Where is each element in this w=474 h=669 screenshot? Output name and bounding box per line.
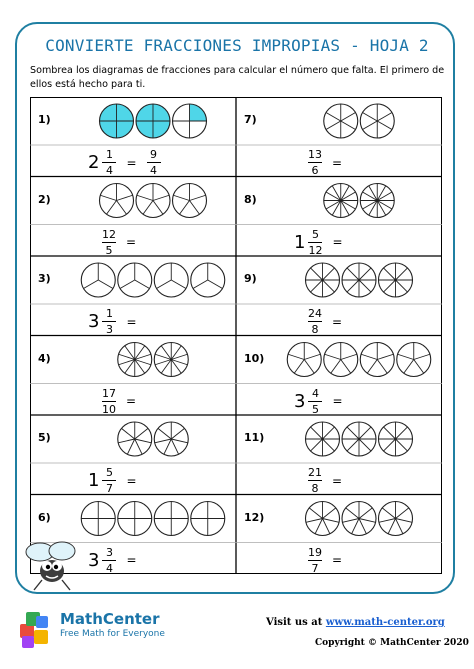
answer-fraction xyxy=(147,148,161,177)
fraction-expression xyxy=(308,546,342,575)
fraction-denominator: 4 xyxy=(105,561,113,575)
equals-sign: = xyxy=(332,394,343,408)
fraction xyxy=(102,546,116,575)
fraction-expression xyxy=(88,307,137,336)
fraction xyxy=(102,466,116,495)
fraction xyxy=(308,228,322,257)
fraction xyxy=(102,307,116,336)
fraction-denominator: 10 xyxy=(102,402,116,416)
visit-line xyxy=(266,617,445,628)
problem-number: 6) xyxy=(38,510,51,524)
fraction xyxy=(308,387,322,416)
fraction-bar xyxy=(102,560,116,561)
equals-sign: = xyxy=(332,155,343,170)
whole-number: 3 xyxy=(88,549,100,571)
fraction-numerator: 12 xyxy=(102,227,116,241)
equals-sign: = xyxy=(126,394,137,408)
fraction-numerator: 19 xyxy=(308,545,322,559)
fraction-expression xyxy=(88,546,137,575)
equals-sign: = xyxy=(126,235,137,249)
fraction-denominator: 7 xyxy=(105,482,113,495)
fraction-expression xyxy=(102,228,136,257)
fraction-numerator: 24 xyxy=(308,307,322,320)
whole-number: 1 xyxy=(88,470,100,491)
fraction-denominator: 4 xyxy=(150,164,158,177)
fraction xyxy=(308,466,322,495)
problem-number: 2) xyxy=(38,192,51,206)
visit-text: Visit us at xyxy=(266,617,323,628)
equals-sign: = xyxy=(332,473,343,488)
fraction-bar xyxy=(308,560,322,561)
problem-number: 12) xyxy=(244,510,265,524)
instructions-text: Sombrea los diagramas de fracciones para calcular el número que falta. El primero de ellos está hecho para ti. xyxy=(30,65,445,90)
fraction-numerator: 5 xyxy=(105,466,113,479)
problem-number: 5) xyxy=(38,431,51,444)
logo-tagline: Free Math for Everyone xyxy=(60,629,165,639)
fraction xyxy=(102,148,116,177)
fraction-bar xyxy=(308,321,322,322)
equals-sign: = xyxy=(332,235,343,249)
fraction-expression xyxy=(88,466,137,495)
logo-name: MathCenter xyxy=(60,610,160,628)
equals-sign: = xyxy=(332,553,343,567)
fraction-expression xyxy=(88,148,161,177)
fraction-denominator: 5 xyxy=(311,402,319,416)
fraction-expression xyxy=(294,228,343,257)
fraction-expression xyxy=(308,466,342,495)
copyright-text: Copyright © MathCenter 2020 xyxy=(315,638,469,648)
fraction xyxy=(308,148,322,177)
problem-number: 7) xyxy=(244,113,257,126)
fraction-bar xyxy=(308,242,322,243)
problem-number: 1) xyxy=(38,113,51,126)
fraction-denominator: 7 xyxy=(311,561,319,575)
fraction-numerator: 21 xyxy=(308,466,322,479)
fraction-numerator: 9 xyxy=(150,148,158,161)
fraction-expression xyxy=(102,387,136,416)
fraction-numerator: 13 xyxy=(308,148,322,161)
fraction-bar xyxy=(308,162,322,163)
equals-sign: = xyxy=(126,473,137,488)
problem-number: 3) xyxy=(38,272,51,285)
fraction-denominator: 12 xyxy=(308,243,323,257)
problem-number: 11) xyxy=(244,431,265,444)
fly-mascot-icon xyxy=(22,538,82,594)
equals-sign: = xyxy=(126,553,137,567)
whole-number: 1 xyxy=(294,231,306,253)
website-link[interactable]: www.math-center.org xyxy=(325,617,445,628)
whole-number: 3 xyxy=(294,390,306,412)
fraction-expression xyxy=(308,307,342,336)
problem-number: 10) xyxy=(244,351,265,365)
fraction-bar xyxy=(102,242,116,243)
fraction xyxy=(102,228,116,257)
mathcenter-logo-icon xyxy=(18,610,54,650)
fraction-denominator: 4 xyxy=(105,164,113,177)
fraction-numerator: 17 xyxy=(102,386,116,400)
fraction-expression xyxy=(308,148,342,177)
fraction-expression xyxy=(294,387,343,416)
equals-sign: = xyxy=(126,314,137,329)
fraction xyxy=(308,546,322,575)
fraction-numerator: 1 xyxy=(105,307,113,320)
fraction-bar xyxy=(147,162,161,163)
equals-sign: = xyxy=(126,155,137,170)
fraction xyxy=(308,307,322,336)
fraction-numerator: 5 xyxy=(311,227,319,241)
worksheet-title: CONVIERTE FRACCIONES IMPROPIAS - HOJA 2 xyxy=(45,36,429,55)
fraction-denominator: 8 xyxy=(311,323,319,336)
problem-number: 4) xyxy=(38,351,51,365)
fraction-bar xyxy=(102,321,116,322)
fraction-denominator: 5 xyxy=(105,243,113,257)
fraction xyxy=(102,387,116,416)
fraction-numerator: 4 xyxy=(311,386,319,400)
fraction-bar xyxy=(102,162,116,163)
fraction-bar xyxy=(102,401,116,402)
fraction-numerator: 3 xyxy=(105,545,113,559)
fraction-bar xyxy=(308,480,322,481)
fraction-numerator: 1 xyxy=(105,148,113,161)
problem-number: 9) xyxy=(244,272,257,285)
problem-number: 8) xyxy=(244,192,257,206)
equals-sign: = xyxy=(332,314,343,329)
whole-number: 2 xyxy=(88,152,100,173)
fraction-denominator: 6 xyxy=(311,164,319,177)
fraction-denominator: 3 xyxy=(105,323,113,336)
fraction-bar xyxy=(102,480,116,481)
fraction-denominator: 8 xyxy=(311,482,319,495)
whole-number: 3 xyxy=(88,311,100,332)
fraction-bar xyxy=(308,401,322,402)
